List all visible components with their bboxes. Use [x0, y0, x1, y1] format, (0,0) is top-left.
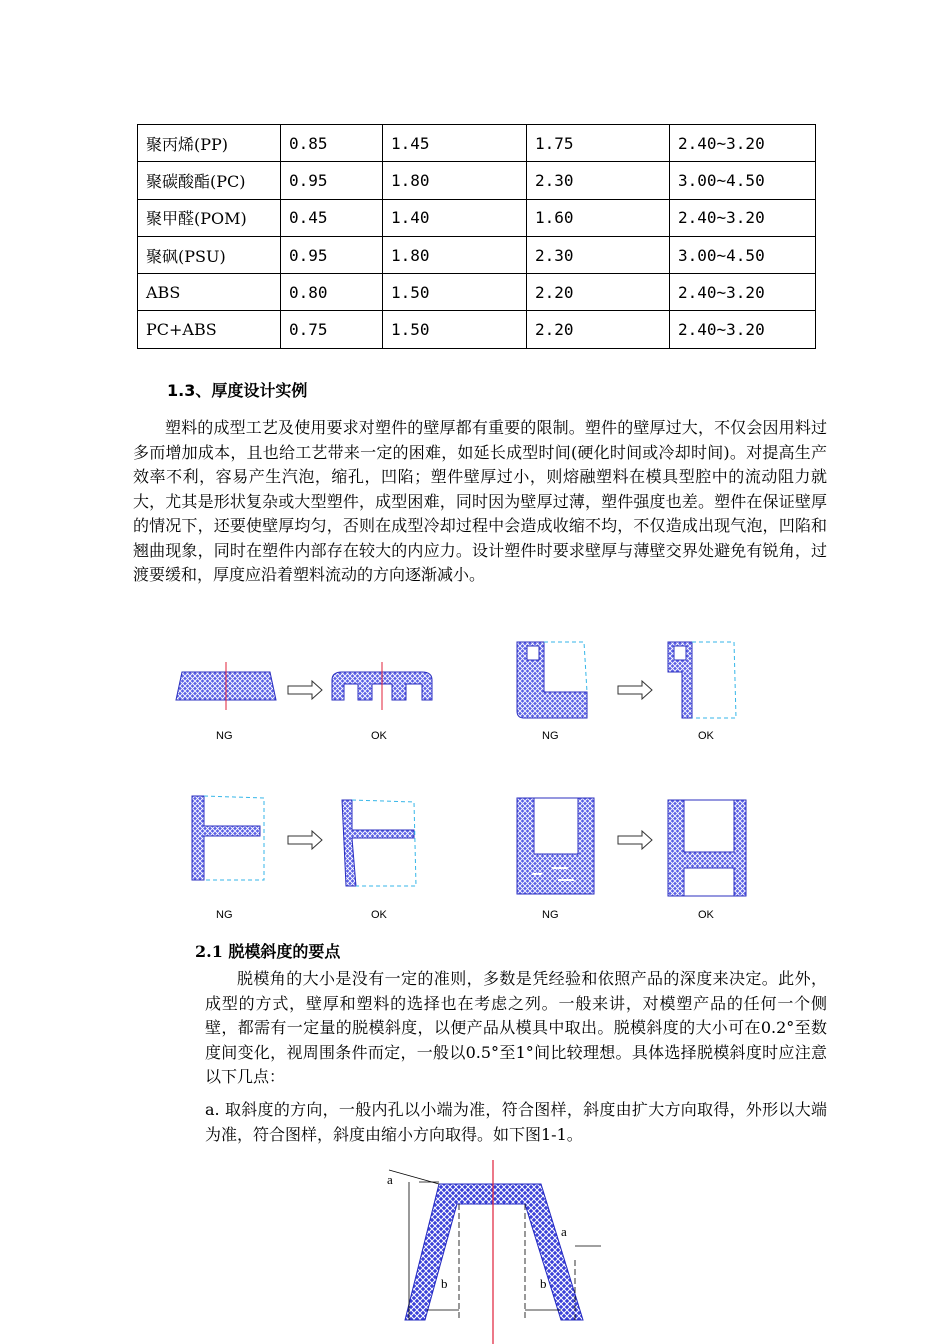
table-cell: 3.00~4.50 [670, 162, 816, 199]
table-row [138, 274, 816, 311]
example3-ok-shape [342, 800, 416, 886]
table-cell: 1.75 [527, 125, 670, 162]
table-cell: 2.30 [527, 236, 670, 273]
table-cell: 2.40~3.20 [670, 274, 816, 311]
table-cell: 聚甲醛(POM) [138, 199, 281, 236]
section-paragraph-2-1: 脱模角的大小是没有一定的准则，多数是凭经验和依照产品的深度来决定。此外，成型的方式，壁厚和塑料的选择也在考虑之列。一般来讲，对模塑产品的任何一个侧壁，都需有一定量的脱模斜度，以便产品从模具中取出。脱模斜度的大小可在0.2°至数度间变化，视周围条件而定，一般以0.5°至1°间比较理想。具体选择脱模斜度时应注意以下几点： [205, 969, 827, 1086]
label-b-left: b [441, 1276, 448, 1291]
example3-ng-shape [192, 796, 264, 880]
section-heading-1-3: 1.3、厚度设计实例 [167, 381, 308, 400]
label-ng-1: NG [216, 730, 233, 742]
table-cell: 聚碳酸酯(PC) [138, 162, 281, 199]
example4-ng-shape [517, 798, 594, 894]
material-thickness-table [137, 124, 816, 349]
table-row [138, 199, 816, 236]
section-paragraph-1-3: 塑料的成型工艺及使用要求对塑件的壁厚都有重要的限制。塑件的壁厚过大，不仅会因用料过多而增加成本，且也给工艺带来一定的困难，如延长成型时间(硬化时间或冷却时间)。对提高生产效率不利，容易产生汽泡，缩孔，凹陷；塑件壁厚过小，则熔融塑料在模具型腔中的流动阻力就大，尤其是形状复杂或大型塑件，成型困难，同时因为壁厚过薄，塑件强度也差。塑件在保证壁厚的情况下，还要使壁厚均匀，否则在成型冷却过程中会造成收缩不均，不仅造成出现气泡，凹陷和翘曲现象，同时在塑件内部存在较大的内应力。设计塑件时要求壁厚与薄壁交界处避免有锐角，过渡要缓和，厚度应沿着塑料流动的方向逐渐减小。 [133, 418, 827, 584]
table-cell: 1.60 [527, 199, 670, 236]
label-ok-2: OK [698, 730, 714, 742]
label-ok-3: OK [371, 909, 387, 921]
example2-ng-shape [517, 642, 587, 718]
table-cell: 1.50 [383, 274, 527, 311]
label-ok-4: OK [698, 909, 714, 921]
table-row [138, 311, 816, 348]
section-heading-2-1: 2.1 脱模斜度的要点 [195, 942, 341, 961]
table-cell: 1.80 [383, 162, 527, 199]
table-cell: 聚丙烯(PP) [138, 125, 281, 162]
table-cell: 0.75 [281, 311, 383, 348]
table-cell: 0.95 [281, 236, 383, 273]
table-cell: 2.30 [527, 162, 670, 199]
label-ng-3: NG [216, 909, 233, 921]
table-cell: 2.20 [527, 274, 670, 311]
table-cell: 3.00~4.50 [670, 236, 816, 273]
example1-ok-shape [332, 662, 432, 710]
table-row [138, 125, 816, 162]
label-ng-2: NG [542, 730, 559, 742]
table-cell: 0.80 [281, 274, 383, 311]
table-cell: 0.85 [281, 125, 383, 162]
table-cell: 2.40~3.20 [670, 311, 816, 348]
table-cell: 1.80 [383, 236, 527, 273]
table-cell: 0.45 [281, 199, 383, 236]
label-b-right: b [540, 1276, 547, 1291]
list-item-a: a. 取斜度的方向，一般内孔以小端为准，符合图样，斜度由扩大方向取得，外形以大端为准，符合图样，斜度由缩小方向取得。如下图1-1。 [205, 1100, 827, 1144]
label-ok-1: OK [371, 730, 387, 742]
label-a-left: a [387, 1172, 393, 1187]
example4-ok-shape [668, 800, 746, 896]
table-cell: 0.95 [281, 162, 383, 199]
example2-ok-shape [668, 642, 736, 718]
example1-ng-shape [176, 662, 276, 710]
table-cell: 1.40 [383, 199, 527, 236]
draft-angle-figure [375, 1160, 615, 1344]
arrow-icon [288, 681, 322, 699]
table-cell: 1.45 [383, 125, 527, 162]
table-cell: 1.50 [383, 311, 527, 348]
table-cell: 聚砜(PSU) [138, 236, 281, 273]
table-row [138, 162, 816, 199]
table-cell: 2.40~3.20 [670, 125, 816, 162]
table-cell: 2.40~3.20 [670, 199, 816, 236]
table-row [138, 236, 816, 273]
table-cell: 2.20 [527, 311, 670, 348]
thickness-examples-figure [160, 636, 760, 926]
table-cell: PC+ABS [138, 311, 281, 348]
label-ng-4: NG [542, 909, 559, 921]
table-cell: ABS [138, 274, 281, 311]
label-a-right: a [561, 1224, 567, 1239]
